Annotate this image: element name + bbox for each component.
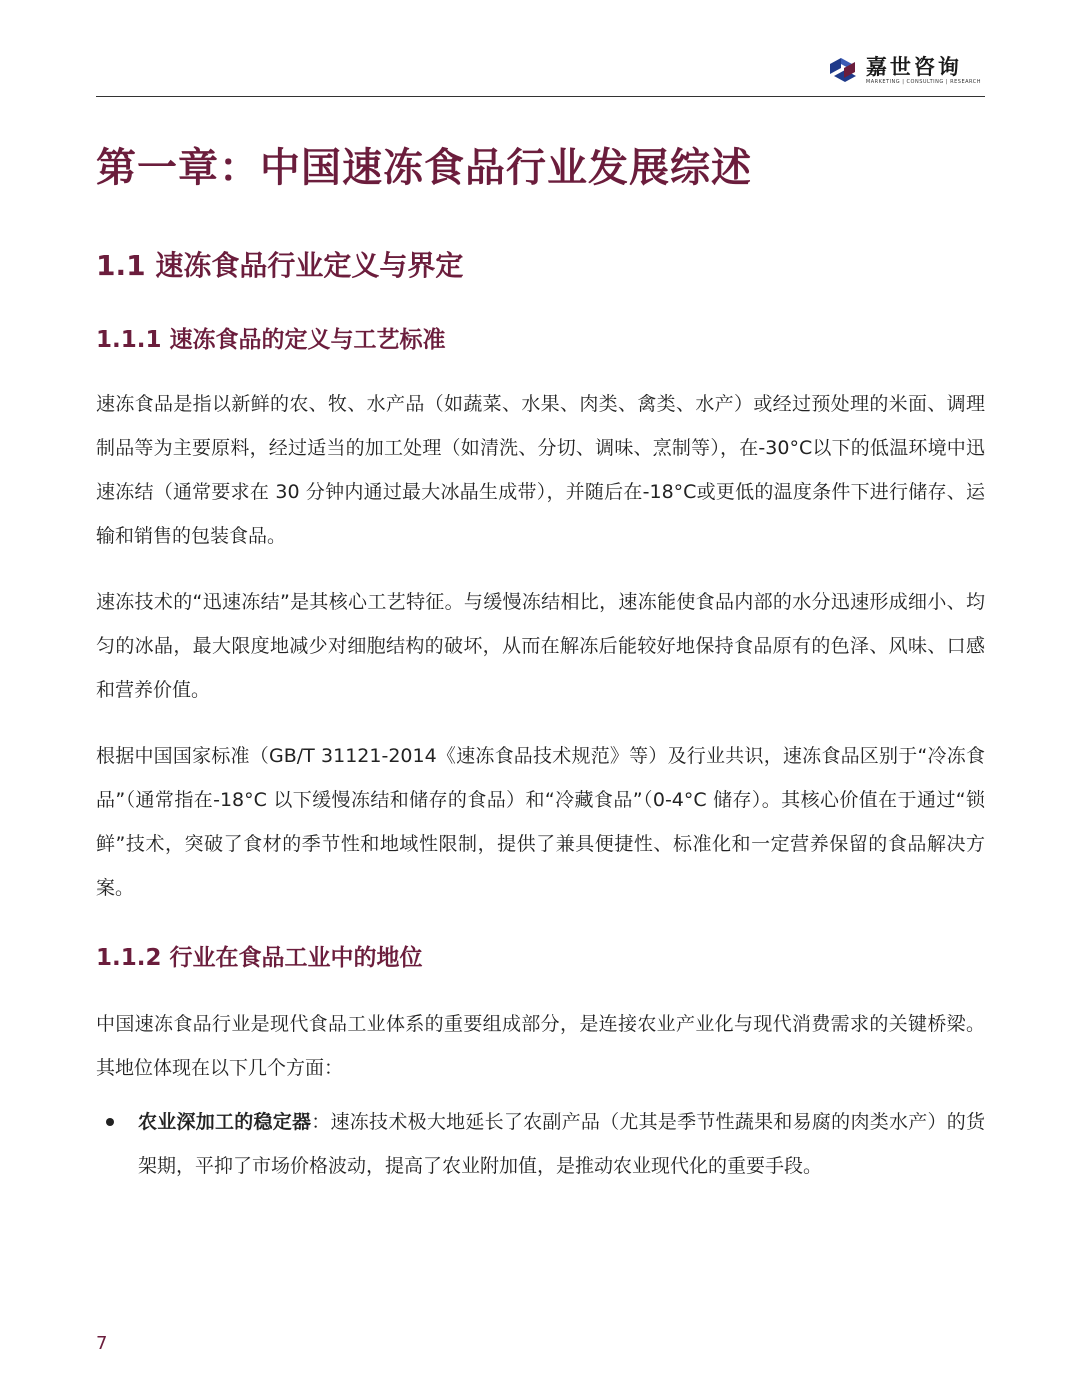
company-name: 嘉世咨询 bbox=[865, 54, 962, 79]
page-header bbox=[96, 40, 985, 97]
company-tagline: MARKETING | CONSULTING | RESEARCH bbox=[865, 78, 981, 85]
company-logo-icon bbox=[828, 55, 858, 85]
bullet-item bbox=[96, 1100, 985, 1188]
chapter-title: 第一章：中国速冻食品行业发展综述 bbox=[96, 145, 752, 191]
paragraph-industry-position: 中国速冻食品行业是现代食品工业体系的重要组成部分，是连接农业产业化与现代消费需求的关键桥梁。其地位体现在以下几个方面： bbox=[96, 1013, 985, 1079]
bullet-description: ：速冻技术极大地延长了农副产品（尤其是季节性蔬果和易腐的肉类水产）的货架期，平抑了市场价格波动，提高了农业附加值，是推动农业现代化的重要手段。 bbox=[138, 1111, 985, 1177]
bullet-term: 农业深加工的稳定器 bbox=[138, 1111, 312, 1133]
paragraph-standards: 根据中国国家标准（GB/T 31121-2014《速冻食品技术规范》等）及行业共识，速冻食品区别于“冷冻食品”（通常指在-18°C 以下缓慢冻结和储存的食品）和“冷藏食品”（0-4°C 储存）。其核心价值在于通过“锁鲜”技术，突破了食材的季节性和地域性限制，提供了兼具便捷性、标准化和一定营养保留的食品解决方案。 bbox=[96, 745, 985, 899]
section-title: 1.1 速冻食品行业定义与界定 bbox=[96, 249, 464, 282]
bullet-text bbox=[138, 1100, 985, 1188]
bullet-dot-icon bbox=[106, 1118, 114, 1126]
company-logo bbox=[828, 50, 981, 90]
paragraph-freezing-technique: 速冻技术的“迅速冻结”是其核心工艺特征。与缓慢冻结相比，速冻能使食品内部的水分迅速形成细小、均匀的冰晶，最大限度地减少对细胞结构的破坏，从而在解冻后能较好地保持食品原有的色泽、风味、口感和营养价值。 bbox=[96, 591, 985, 701]
subsection-title-industry-position: 1.1.2 行业在食品工业中的地位 bbox=[96, 945, 423, 971]
subsection-title-definition: 1.1.1 速冻食品的定义与工艺标准 bbox=[96, 327, 446, 353]
paragraph-definition: 速冻食品是指以新鲜的农、牧、水产品（如蔬菜、水果、肉类、禽类、水产）或经过预处理的米面、调理制品等为主要原料，经过适当的加工处理（如清洗、分切、调味、烹制等），在-30°C以下的低温环境中迅速冻结（通常要求在 30 分钟内通过最大冰晶生成带），并随后在-18°C或更低的温度条件下进行储存、运输和销售的包装食品。 bbox=[96, 393, 985, 547]
page-number: 7 bbox=[96, 1333, 108, 1354]
